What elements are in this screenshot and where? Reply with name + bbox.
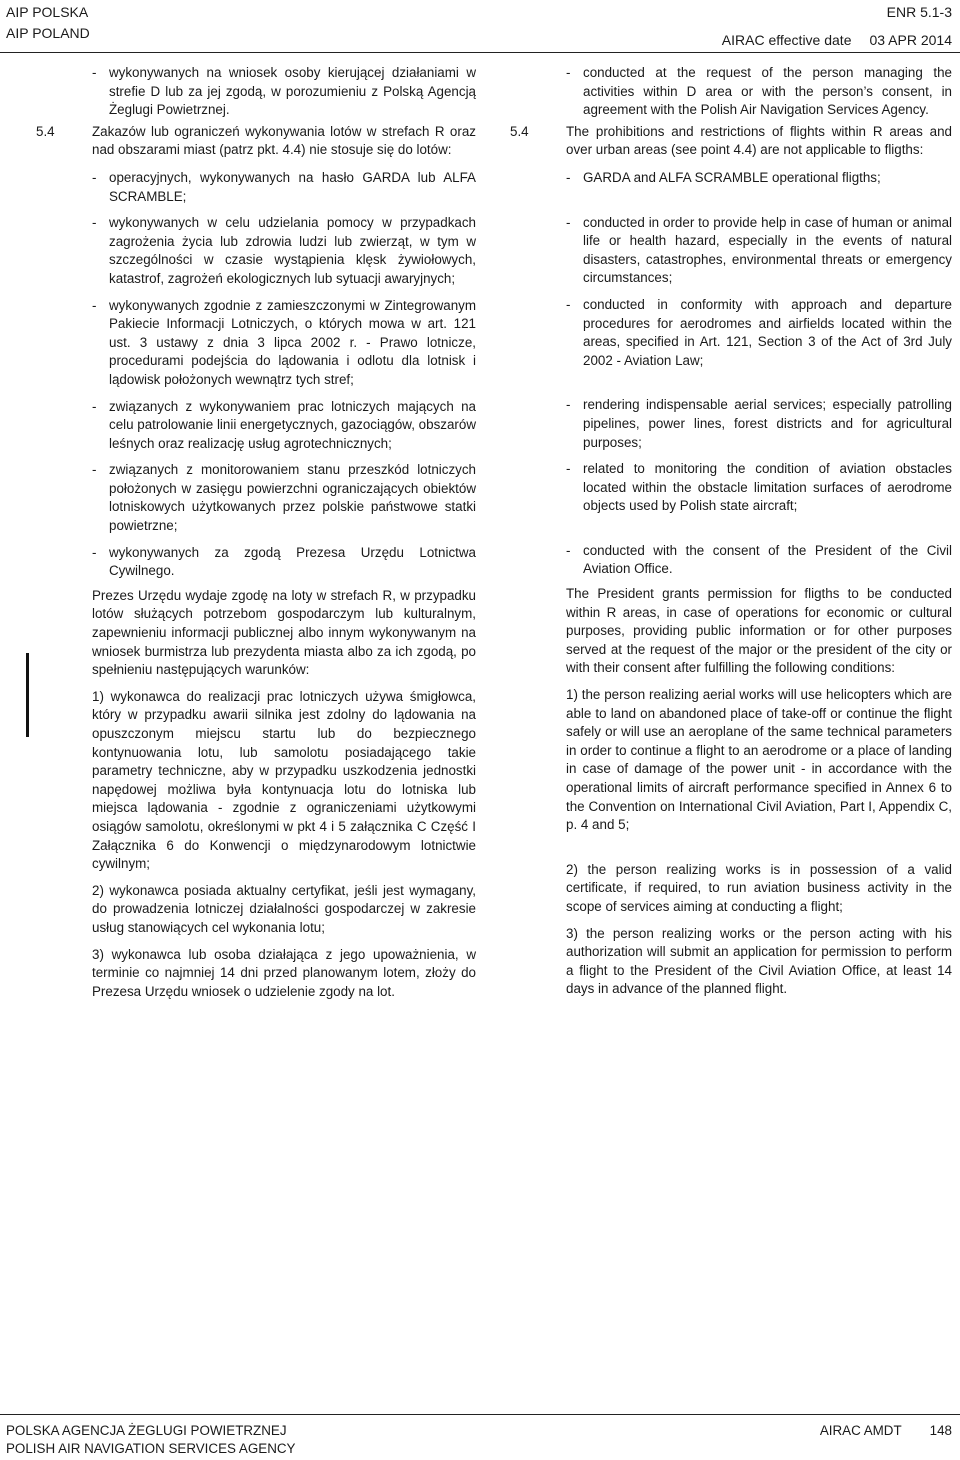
effective-date-value: 03 APR 2014 — [869, 32, 952, 48]
en-section-number: 5.4 — [510, 123, 529, 139]
pl-item-help: - wykonywanych w celu udzielania pomocy w przypadkach zagrożenia życia lub zdrowia ludzi lub zwierząt, w tym w szczególności w czasie wystąpienia klęsk żywiołowych, katastrof, zagrożeń ekologicznych lub sytuacji awaryjnych; — [92, 214, 476, 288]
pl-item-procedures: - wykonywanych zgodnie z zamieszczonymi w Zintegrowanym Pakiecie Informacji Lotniczych, o których mowa w art. 121 ust. 3 ustawy z dnia 3 lipca 2002 r. - Prawo lotnicze, procedurami podejścia do lądowania i odlotu dla lotnisk i lądowisk położonych wewnątrz tych stref; — [92, 297, 476, 390]
pl-condition-2: 2) wykonawca posiada aktualny certyfikat, jeśli jest wymagany, do prowadzenia lotniczej działalności gospodarczej w zakresie usług stanowiących cel wykonania lotu; — [92, 882, 476, 935]
pl-condition-1: 1) wykonawca do realizacji prac lotniczych używa śmigłowca, który w przypadku awarii silnika jest zdolny do lądowania na opuszczonym miejscu startu lub do bezpiecznego kontynuowania lotu, lub samolotu posiadającego takie parametry techniczne, aby w przypadku uszkodzenia jednostki napędowej możliwa była kontynuacja lotu do lotniska lub miejsca lądowania - zgodnie z ograniczeniami użytkowymi osiągów samolotu, określonymi w pkt 4 i 5 załącznika C Część I Załącznika 6 do Konwencji o międzynarodowym lotnictwie cywilnym; — [92, 688, 476, 872]
english-column — [510, 64, 952, 999]
pl-section-5-4 — [36, 123, 476, 160]
en-condition-3: 3) the person realizing works or the person acting with his authorization will submit an application for permission to perform a flight to the President of the Civil Aviation Office, at least 14 days in advance of the planned flight. — [566, 925, 952, 997]
en-paragraph-intro: The President grants permission for fligths to be conducted within R areas, in case of operations for economic or cultural purposes, providing public information or for other purposes served at the request of the major or the president of the city or with their consent after fulfilling the following conditions: — [566, 586, 952, 676]
en-item-procedures: - conducted in conformity with approach and departure procedures for aerodromes and airfields located within the areas, specified in Art. 121, Section 3 of the Act of 3rd July 2002 - Aviation Law; — [566, 296, 952, 370]
en-condition-2: 2) the person realizing works is in possession of a valid certificate, if required, to run aviation business activity in the scope of services aiming at conducting a flight; — [566, 861, 952, 914]
page-code: ENR 5.1-3 — [886, 4, 952, 20]
footer-rule — [0, 1414, 960, 1415]
pl-item-garda: - operacyjnych, wykonywanych na hasło GARDA lub ALFA SCRAMBLE; — [92, 169, 476, 206]
en-item-garda: - GARDA and ALFA SCRAMBLE operational fligths; — [566, 169, 952, 188]
footer-agency-pl: POLSKA AGENCJA ŻEGLUGI POWIETRZNEJ — [6, 1423, 287, 1438]
en-item-consent: - conducted with the consent of the President of the Civil Aviation Office. — [566, 542, 952, 579]
header-aip-polska: AIP POLSKA — [6, 4, 89, 20]
pl-item-d: - wykonywanych na wniosek osoby kierującej działaniami w strefie D lub za jej zgodą, w porozumieniu z Polską Agencją Żeglugi Powietrznej. — [92, 64, 476, 120]
amendment-number: 148 — [929, 1423, 952, 1438]
en-section-5-4 — [510, 123, 952, 160]
en-section-text: The prohibitions and restrictions of flights within R areas and over urban areas (see point 4.4) are not applicable to fligths: — [566, 123, 952, 158]
footer-amendment — [820, 1422, 952, 1440]
header-publisher — [6, 2, 90, 44]
en-condition-1: 1) the person realizing aerial works will use helicopters which are able to land on abandoned place of take-off or continue the flight safely or will use an aeroplane of the same technical parameters in order to continue a flight to an aerodrome or a place of landing in case of damage of the power unit - in accordance with the operational limits of aircraft performance specified in Annex 6 to the Convention on International Civil Aviation, Part I, Appendix C, p. 4 and 5; — [566, 687, 952, 833]
pl-section-number: 5.4 — [36, 123, 55, 139]
pl-paragraph-intro: Prezes Urzędu wydaje zgodę na loty w strefach R, w przypadku lotów służących potrzebom gospodarczym lub kulturalnym, zapewnieniu informacji publicznej albo innym wykonywanym na wniosek burmistrza lub prezydenta miasta albo za ich zgodą, po spełnieniu następujących warunków: — [92, 587, 476, 678]
amendment-label: AIRAC AMDT — [819, 1423, 902, 1438]
effective-date-label: AIRAC effective date — [721, 32, 852, 48]
pl-item-consent: - wykonywanych za zgodą Prezesa Urzędu Lotnictwa Cywilnego. — [92, 544, 476, 581]
footer-agency-en: POLISH AIR NAVIGATION SERVICES AGENCY — [6, 1441, 296, 1456]
effective-date — [722, 30, 952, 50]
en-item-help: - conducted in order to provide help in case of human or animal life or health hazard, especially in the events of natural disasters, catastrophes, environmental threats or emergency circumstances; — [566, 214, 952, 288]
footer-publisher — [6, 1422, 295, 1458]
pl-item-aerial-works: - związanych z wykonywaniem prac lotniczych mających na celu patrolowanie linii energetycznych, gazociągów, obszarów leśnych oraz realizację usług agrotechnicznych; — [92, 398, 476, 454]
pl-item-obstacles: - związanych z monitorowaniem stanu przeszkód lotniczych położonych w zasięgu powierzchni ograniczających obiektów lotniskowych użytkowanych przez polskie państwowe statki powietrzne; — [92, 461, 476, 535]
header-aip-poland: AIP POLAND — [6, 25, 90, 41]
en-item-obstacles: - related to monitoring the condition of aviation obstacles located within the obstacle limitation surfaces of aerodrome objects used by Polish state aircraft; — [566, 460, 952, 516]
pl-section-text: Zakazów lub ograniczeń wykonywania lotów w strefach R oraz nad obszarami miast (patrz pkt. 4.4) nie stosuje się do lotów: — [92, 123, 476, 158]
pl-condition-3: 3) wykonawca lub osoba działająca z jego upoważnienia, w terminie co najmniej 14 dni przed planowanym lotem, złoży do Prezesa Urzędu wniosek o udzielenie zgody na lot. — [92, 946, 476, 999]
en-item-aerial-works: - rendering indispensable aerial services; especially patrolling pipelines, power lines, forest districts and for agricultural purposes; — [566, 396, 952, 452]
polish-column — [36, 64, 476, 1001]
en-item-d: - conducted at the request of the person managing the activities within D area or with the person’s consent, in agreement with the Polish Air Navigation Services Agency. — [566, 64, 952, 120]
header-rule — [0, 52, 960, 53]
change-bar — [26, 653, 29, 737]
